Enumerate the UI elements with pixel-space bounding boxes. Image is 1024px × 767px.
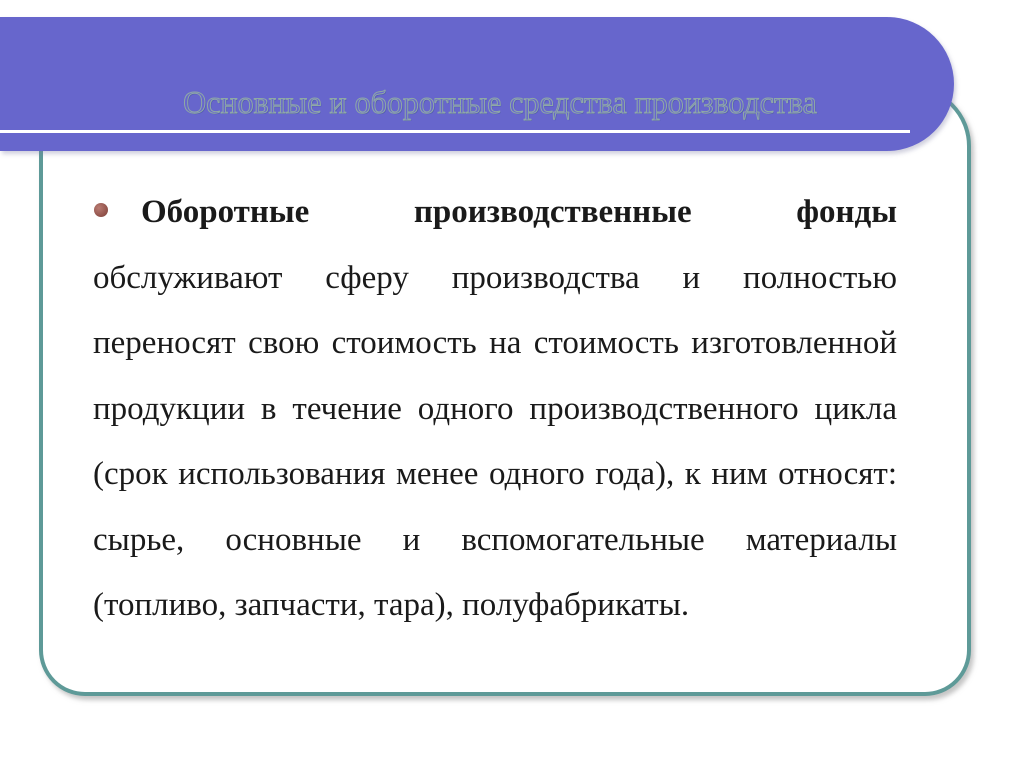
- slide-title: Основные и оборотные средства производства: [183, 84, 817, 120]
- bullet-paragraph: [93, 180, 897, 639]
- bullet-body-text: обслуживают сферу производства и полностью переносят свою стоимость на стоимость изготовленной продукции в течение одного производственного цикла (срок использования менее одного года), к ним относят: сырье, основные и вспомогательные материалы (топливо, запчасти, тара), полуфабрикаты.: [93, 259, 897, 623]
- bullet-lead-term: Оборотные производственные фонды: [141, 194, 897, 230]
- title-divider: [0, 130, 910, 133]
